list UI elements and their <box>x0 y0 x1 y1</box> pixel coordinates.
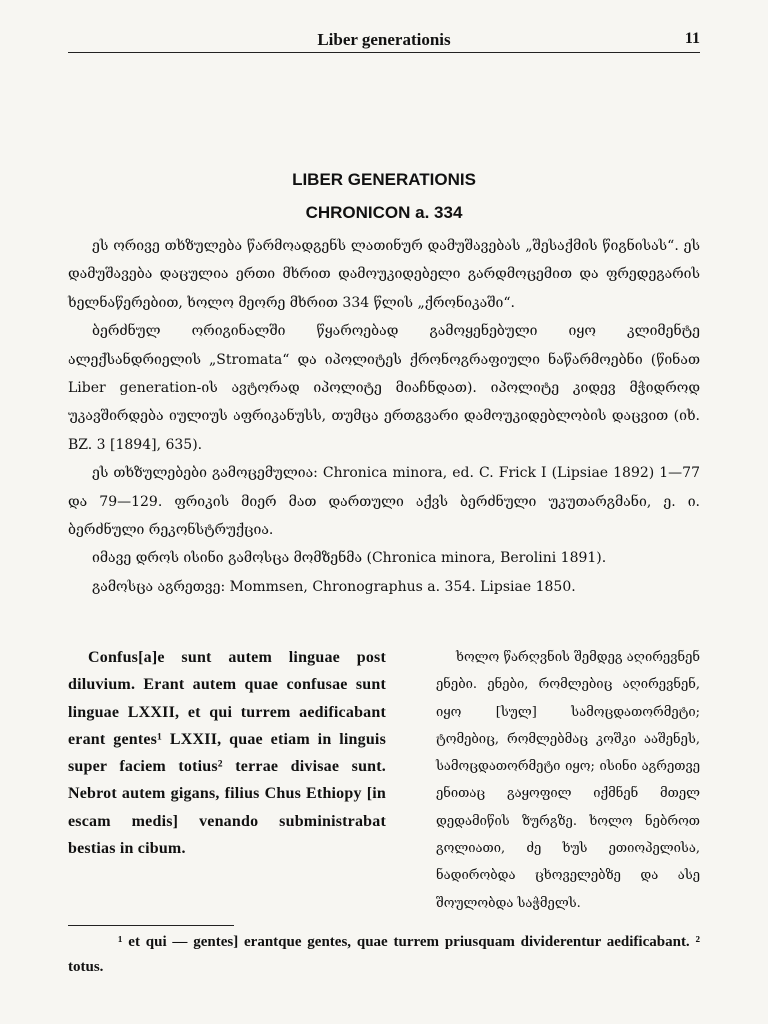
parallel-text <box>68 644 700 914</box>
running-head <box>68 28 700 53</box>
latin-text: Confus[a]e sunt autem linguae post diluvium. Erant autem quae confusae sunt linguae LXXII, et qui turrem aedificabant erant gentes¹ LXXII, quae etiam in linguis super faciem totius² terrae divisae sunt. Nebrot autem gigans, filius Chus Ethiopy [in escam medis] venando subministrabat bestias in cibum. <box>68 649 386 858</box>
paragraph-3: ეს თხზულებები გამოცემულია: Chronica minora, ed. C. Frick I (Lipsiae 1892) 1—77 და 79—129. ფრიკის მიერ მათ დართული აქვს ბერძნული უკუთარგმანი, ე. ი. ბერძნული რეკონსტრუქცია. <box>68 465 700 539</box>
latin-column <box>68 644 386 862</box>
section-title: LIBER GENERATIONIS <box>292 170 476 189</box>
paragraph-1: ეს ორივე თხზულება წარმოადგენს ლათინურ დამუშავებას „შესაქმის წიგნისას“. ეს დამუშავება დაცულია ერთი მხრით დამოუკიდებელი გარდმოცემით და ფრედეგარის ხელნაწერებით, ხოლო მეორე მხრით 334 წლის „ქრონიკაში“. <box>68 238 700 311</box>
footnote-divider <box>68 925 234 926</box>
paragraph-4: იმავე დროს ისინი გამოსცა მომზენმა (Chronica minora, Berolini 1891). <box>92 550 607 567</box>
section-subtitle: CHRONICON a. 334 <box>305 203 463 222</box>
intro-text <box>68 232 700 601</box>
georgian-translation: ხოლო წარღვნის შემდეგ აღირევნენ ენები. ენები, რომლებიც აღირევნენ, იყო [სულ] სამოცდათორმეტი; ტომებიც, რომლებმაც კოშკი ააშენეს, სამოცდათორმეტი იყო; ისინი აგრეთვე ენითაც გაყოფილ იქმნენ მთელ დედამიწის ზურგზე. ხოლო ნებროთ გოლიათი, ძე ხუს ეთიოპელისა, ნადირობდა ცხოველებზე და ასე შოულობდა საჭმელს. <box>436 650 700 911</box>
running-head-title: Liber generationis <box>317 30 451 49</box>
footnote: ¹ et qui — gentes] erantque gentes, quae turrem priusquam dividerentur aedificabant. ² totus. <box>68 934 700 975</box>
paragraph-2: ბერძნულ ორიგინალში წყაროებად გამოყენებული იყო კლიმენტე ალექსანდრიელის „Stromata“ და იპოლიტეს ქრონოგრაფიული ნაწარმოებნი (წინათ Liber generation-ის ავტორად იპოლიტე მიაჩნდათ). იპოლიტე კიდევ მჭიდროდ უკავშირდება იულიუს აფრიკანუსს, თუმცა ერთგვარი დამოუკიდებლობის დაცვით (იხ. BZ. 3 [1894], 635). <box>68 323 700 453</box>
page-number: 11 <box>684 30 700 47</box>
paragraph-5: გამოსცა აგრეთვე: Mommsen, Chronographus a. 354. Lipsiae 1850. <box>92 578 576 595</box>
georgian-column <box>436 644 700 917</box>
